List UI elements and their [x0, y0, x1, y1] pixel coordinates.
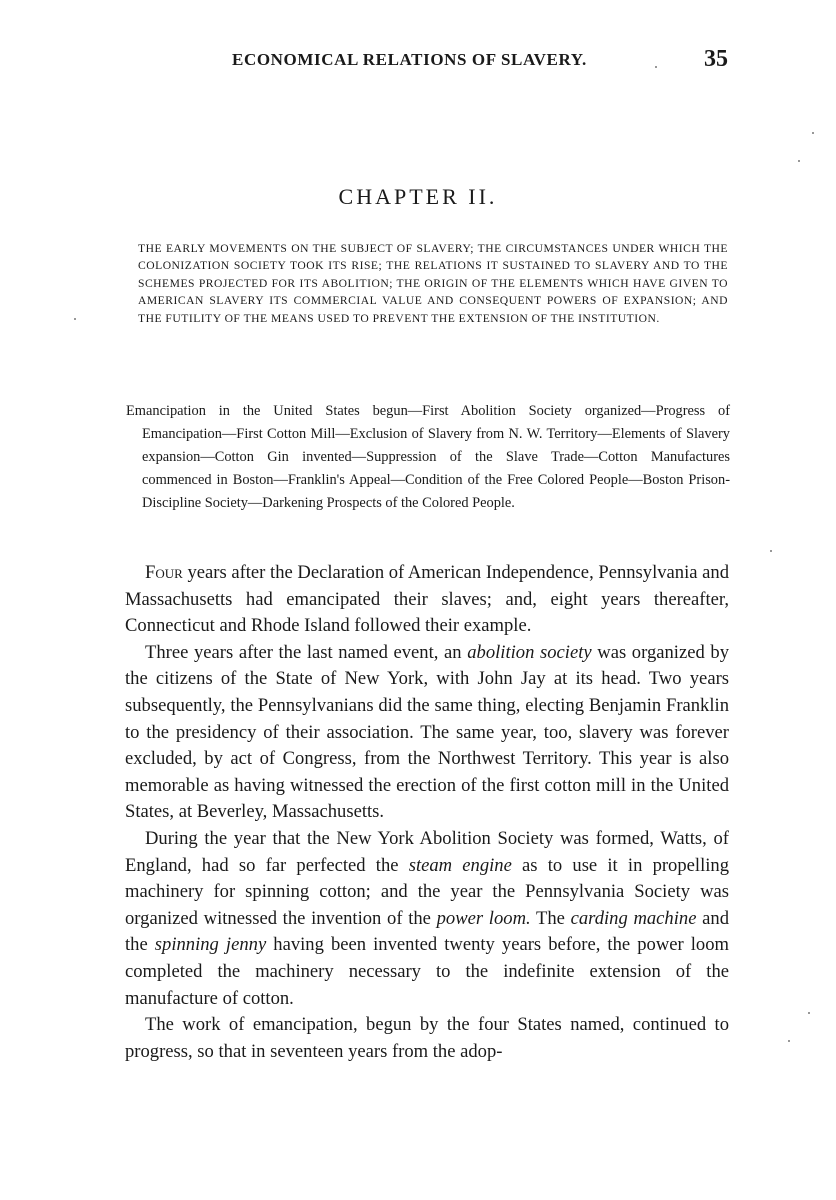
- body-text: [125, 560, 729, 1065]
- chapter-summary: THE EARLY MOVEMENTS ON THE SUBJECT OF SLAVERY; THE CIRCUMSTANCES UNDER WHICH THE COLONIZATION SOCIETY TOOK ITS RISE; THE RELATIONS IT SUSTAINED TO SLAVERY AND TO THE SCHEMES PROJECTED FOR ITS ABOLITION; THE ORIGIN OF THE ELEMENTS WHICH HAVE GIVEN TO AMERICAN SLAVERY ITS COMMERCIAL VALUE AND CONSEQUENT POWERS OF EXPANSION; AND THE FUTILITY OF THE MEANS USED TO PREVENT THE EXTENSION OF THE INSTITUTION.: [138, 242, 728, 325]
- emphasis-carding-machine: carding machine: [570, 907, 697, 929]
- emphasis-abolition-society: abolition society: [467, 641, 592, 663]
- running-title: ECONOMICAL RELATIONS OF SLAVERY.: [232, 50, 587, 69]
- paragraph-3-text-a: During the year that the New York Abolition Society was formed, Watts, of England, had so far perfected the: [125, 827, 729, 876]
- paragraph-1-lead: Four: [145, 562, 183, 583]
- chapter-title: CHAPTER II.: [338, 184, 498, 209]
- chapter-contents: [126, 400, 730, 515]
- emphasis-power-loom: power loom.: [436, 907, 531, 929]
- scan-speck: [808, 1012, 810, 1014]
- paragraph-2-text-b: was organized by the citizens of the State of New York, with John Jay at its head. Two years subsequently, the Pennsylvanians did the same thing, electing Benjamin Franklin to the presidency of their association. The same year, too, slavery was forever excluded, by act of Congress, from the Northwest Territory. This year is also memorable as having witnessed the erection of the first cotton mill in the United States, at Beverley, Massachusetts.: [125, 641, 730, 823]
- scan-speck: [798, 160, 800, 162]
- paragraph-3-text-e: having been invented twenty years before, the power loom completed the machinery necessary to the indefinite extension of the manufacture of cotton.: [125, 934, 729, 1009]
- scan-speck: [74, 318, 76, 320]
- paragraph-2-text-a: Three years after the last named event, an: [145, 641, 468, 663]
- paragraph-2: [125, 640, 729, 826]
- page-number: 35: [704, 46, 728, 72]
- paragraph-4: The work of emancipation, begun by the four States named, continued to progress, so that in seventeen years from the adop-: [125, 1014, 729, 1062]
- scan-speck: [770, 550, 772, 552]
- paragraph-1: [125, 560, 729, 640]
- scan-speck: [788, 1040, 790, 1042]
- paragraph-3-text-c: The: [530, 907, 571, 929]
- paragraph-3-text-b: as to use it in propelling machinery for spinning cotton; and the year the Pennsylvania Society was organized witnessed the invention of the: [125, 854, 729, 929]
- emphasis-steam-engine: steam engine: [408, 854, 512, 876]
- paragraph-3-text-d: and the: [125, 907, 729, 956]
- scan-speck: [655, 66, 657, 68]
- scan-speck: [812, 132, 814, 134]
- paragraph-1-text: years after the Declaration of American Independence, Pennsylvania and Massachusetts had emancipated their slaves; and, eight years thereafter, Connecticut and Rhode Island followed their example.: [125, 562, 730, 637]
- paragraph-3: [125, 826, 729, 1012]
- running-head: [232, 48, 732, 76]
- contents-text: Emancipation in the United States begun—First Abolition Society organized—Progress of Emancipation—First Cotton Mill—Exclusion of Slavery from N. W. Territory—Elements of Slavery expansion—Cotton Gin invented—Suppression of the Slave Trade—Cotton Manufactures commenced in Boston—Franklin's Appeal—Condition of the Free Colored People—Boston Prison-Discipline Society—Darkening Prospects of the Colored People.: [126, 403, 730, 512]
- emphasis-spinning-jenny: spinning jenny: [154, 934, 267, 956]
